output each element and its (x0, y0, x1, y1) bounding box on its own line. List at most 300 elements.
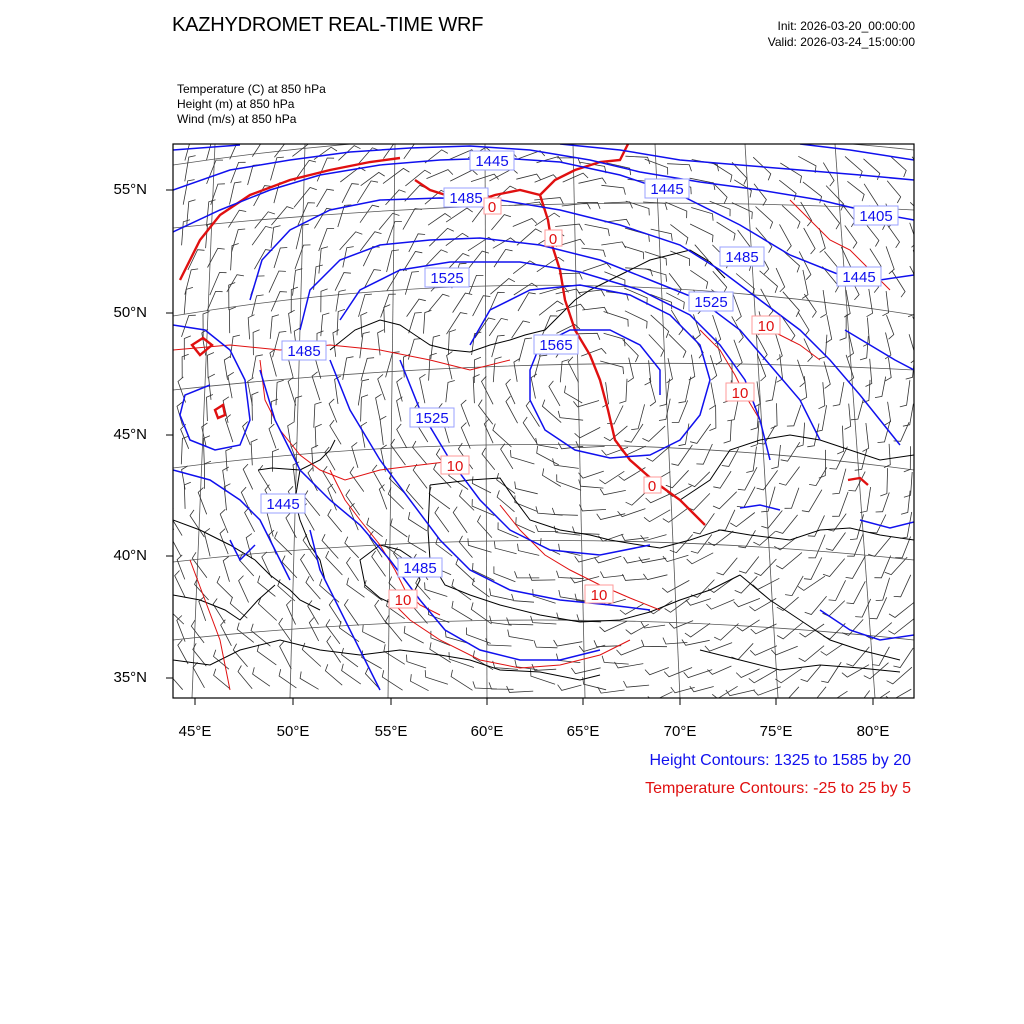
wind-barb (756, 207, 773, 229)
wind-barb (367, 518, 383, 537)
wind-barb (845, 226, 857, 249)
wind-barb (900, 380, 910, 407)
wind-barb (469, 275, 483, 294)
wind-barb (754, 559, 776, 576)
wind-barb (223, 467, 229, 492)
wind-barb (552, 508, 578, 515)
wind-barb (738, 530, 755, 548)
wind-barb (436, 537, 452, 556)
wind-barb (461, 423, 470, 449)
wind-barb (456, 558, 475, 582)
wind-barb (543, 468, 561, 486)
wind-barb (785, 488, 799, 509)
wind-barb (624, 246, 644, 259)
wind-barb (361, 395, 368, 422)
wind-barb (409, 313, 422, 334)
wind-barb (888, 619, 914, 634)
wind-barb (665, 599, 690, 613)
svg-text:1485: 1485 (287, 343, 321, 360)
wind-barb (515, 482, 538, 494)
wind-barb (846, 355, 854, 382)
wind-barb (802, 270, 808, 299)
init-time: Init: 2026-03-20_00:00:00 (777, 19, 915, 33)
wind-barb (732, 316, 744, 342)
wind-barb (824, 623, 846, 639)
wind-barb (685, 623, 710, 637)
wind-barb (819, 450, 826, 478)
wind-barb (468, 538, 492, 552)
wind-barb (667, 164, 691, 172)
wind-barb (710, 355, 716, 380)
wind-barb (317, 189, 334, 207)
wind-barb (287, 600, 296, 625)
wind-barb (757, 426, 775, 445)
wind-barb (361, 172, 385, 185)
wind-barb (397, 424, 407, 448)
wind-barb (866, 224, 879, 247)
wind-barb (709, 382, 715, 409)
wind-barb (558, 411, 583, 420)
wind-barb (785, 576, 803, 596)
wind-barb (185, 156, 196, 182)
wind-barb (604, 312, 629, 327)
wind-barb (909, 334, 916, 363)
wind-barb (320, 579, 340, 603)
wind-barb (626, 624, 649, 634)
wind-barb (314, 147, 337, 159)
wind-barb (289, 310, 295, 333)
wind-barb (489, 318, 508, 336)
wind-barb (403, 209, 422, 230)
wind-barb (169, 508, 182, 535)
svg-text:10: 10 (757, 318, 775, 335)
wind-barb (705, 643, 732, 652)
wind-barb (225, 415, 233, 443)
wind-barb (279, 669, 296, 688)
wind-barb (730, 513, 755, 527)
wind-barb (903, 404, 914, 427)
wind-barb (269, 424, 276, 448)
wind-barb (804, 687, 827, 707)
height-label (837, 267, 881, 286)
temperature-label (726, 383, 754, 402)
wind-barb (190, 510, 204, 537)
wind-barb (579, 178, 607, 184)
wind-barb (684, 670, 713, 678)
wind-barb (336, 290, 346, 312)
wind-barb (177, 616, 185, 642)
wind-barb (851, 400, 863, 420)
wind-barb (203, 312, 210, 339)
wind-barb (664, 668, 692, 677)
wind-barb (387, 250, 399, 272)
wind-barb (739, 557, 759, 574)
wind-barb (309, 618, 318, 642)
wind-barb (624, 681, 650, 687)
svg-text:0: 0 (647, 478, 657, 495)
wind-barb (734, 340, 742, 367)
wind-barb (910, 266, 922, 294)
wind-barb (252, 392, 259, 421)
lat-label: 40°N (113, 547, 147, 564)
wind-barb (536, 506, 563, 515)
wind-barb (889, 602, 914, 617)
wind-barb (220, 529, 228, 554)
wind-barb (345, 537, 359, 558)
wind-barb (258, 597, 276, 620)
wind-barb (364, 270, 381, 289)
wind-barb (845, 404, 851, 430)
wind-barb (408, 535, 426, 553)
wind-barb (227, 275, 244, 292)
wind-barb (754, 184, 766, 206)
wind-barb (914, 183, 923, 210)
wind-barb (666, 470, 689, 488)
wind-barb (329, 399, 337, 423)
country-borders (173, 250, 914, 680)
wind-barb (343, 357, 354, 380)
wind-barb (706, 600, 734, 610)
wind-barb (885, 358, 891, 381)
wind-barb (322, 534, 338, 558)
wind-barb (321, 313, 330, 336)
wind-barb (615, 662, 644, 668)
wind-barb (482, 376, 494, 404)
wind-barb (280, 641, 292, 669)
wind-barb (643, 574, 667, 580)
wind-barb (537, 446, 559, 465)
lon-label: 75°E (759, 723, 793, 740)
wind-barb (885, 557, 908, 575)
wind-barb (568, 357, 578, 383)
wind-barb (780, 163, 801, 183)
wind-barb (867, 289, 873, 317)
wind-barb (243, 422, 251, 446)
wind-barb (407, 655, 427, 668)
wind-barb (582, 307, 607, 313)
wind-barb (380, 416, 386, 445)
wind-barb (847, 534, 863, 557)
wind-barb (231, 162, 246, 183)
wind-barb (428, 294, 449, 312)
wind-barb (690, 686, 714, 692)
wind-barb (435, 507, 449, 532)
wind-barb (714, 624, 738, 641)
wind-barb (429, 353, 437, 380)
wind-barb (600, 489, 626, 495)
wind-barb (427, 170, 453, 179)
wind-barb (559, 544, 581, 556)
svg-text:1445: 1445 (842, 269, 876, 286)
wind-barb (771, 445, 780, 469)
wind-barb (904, 472, 912, 497)
svg-text:1525: 1525 (430, 270, 464, 287)
temperature-label (389, 590, 417, 609)
wind-barb (446, 208, 473, 222)
svg-text:0: 0 (548, 231, 558, 248)
wind-barb (600, 621, 628, 632)
wind-barb (308, 601, 319, 625)
wind-barb (232, 229, 246, 252)
height-label (854, 206, 898, 225)
wind-barb (751, 624, 777, 634)
height-contours (173, 144, 914, 690)
wind-barb (314, 208, 333, 228)
wind-barb (447, 313, 468, 335)
wind-barb (670, 251, 689, 266)
wind-barb (776, 515, 798, 534)
wind-barb (321, 289, 328, 312)
wind-barb (274, 139, 295, 157)
wind-barb (801, 376, 807, 400)
wind-barb (866, 359, 872, 387)
wind-barb (733, 294, 741, 321)
wind-barb (386, 615, 403, 641)
wind-barb (425, 582, 448, 596)
field-height-label: Height (m) at 850 hPa (177, 97, 295, 111)
wind-barb (594, 556, 621, 563)
wind-barb (429, 228, 454, 246)
wind-barb (428, 608, 449, 623)
wind-barb (583, 263, 611, 271)
wind-barb (659, 399, 670, 421)
wind-barb (330, 420, 341, 444)
wind-barb (690, 224, 713, 242)
wind-barb (753, 157, 771, 180)
wind-barb (516, 174, 540, 180)
wind-barb (288, 377, 296, 405)
wind-barb (539, 301, 563, 315)
svg-text:1485: 1485 (449, 190, 483, 207)
wind-barb (515, 571, 540, 578)
wind-barb (175, 571, 186, 598)
wind-barb (360, 205, 379, 223)
wind-barb (868, 537, 891, 557)
wind-barb (192, 552, 207, 578)
wind-barb (352, 442, 358, 468)
wind-barb (207, 291, 223, 311)
wind-barb (350, 467, 364, 492)
wind-barb (679, 377, 691, 403)
wind-barb (644, 510, 670, 522)
height-label (261, 494, 305, 513)
wind-barb (319, 247, 328, 274)
wind-barb (493, 424, 512, 447)
wind-barb (276, 380, 284, 405)
wind-barb (315, 424, 322, 447)
wind-barb (669, 621, 693, 629)
wind-barb (361, 358, 374, 381)
wind-barb (239, 576, 249, 603)
wind-barb (506, 396, 518, 423)
wind-barb (724, 420, 732, 443)
svg-text:1485: 1485 (725, 249, 759, 266)
wind-barb (323, 466, 336, 493)
wind-barb (312, 372, 320, 401)
wind-barb (507, 618, 534, 625)
wind-barb (512, 594, 534, 602)
wind-barb (846, 556, 866, 578)
wind-barb (750, 646, 777, 656)
wind-barb (413, 441, 428, 465)
wind-barb (624, 424, 643, 442)
lat-label: 50°N (113, 304, 147, 321)
wind-barb (490, 279, 515, 295)
wind-barb (491, 215, 511, 230)
wind-barb (490, 292, 505, 311)
wind-barb (252, 295, 264, 316)
wind-barb (801, 666, 821, 682)
wind-barb (494, 566, 516, 581)
wind-barb (766, 377, 777, 402)
field-wind-label: Wind (m/s) at 850 hPa (177, 112, 297, 126)
wind-barb (819, 382, 825, 409)
height-label (398, 558, 442, 577)
wind-barb (798, 312, 809, 336)
wind-barb (663, 508, 688, 522)
wind-barb (713, 471, 731, 488)
wind-barb (372, 551, 386, 577)
wind-barb (736, 669, 759, 678)
wind-barb (760, 271, 778, 293)
wind-barb (304, 491, 320, 516)
wind-barb (618, 509, 646, 517)
wind-barb (847, 581, 866, 603)
wind-barb (663, 638, 688, 644)
wind-barb (409, 234, 425, 252)
svg-text:1445: 1445 (650, 181, 684, 198)
wind-barb (601, 242, 625, 248)
wind-barb (258, 576, 276, 597)
wind-barb (597, 514, 626, 520)
wind-barb (622, 574, 645, 580)
wind-barb (669, 334, 686, 357)
wind-barb (761, 511, 782, 529)
wind-barb (325, 664, 342, 685)
wind-barb (270, 349, 277, 377)
wind-barb (645, 668, 669, 675)
lon-label: 70°E (663, 723, 697, 740)
height-label (470, 151, 514, 170)
wind-barb (274, 248, 287, 269)
wind-barb (891, 157, 906, 177)
wind-barb (339, 621, 359, 642)
wind-barb (492, 335, 505, 357)
wind-barb (346, 490, 360, 516)
wind-barb (649, 335, 664, 357)
wind-barb (585, 224, 610, 236)
wind-barb (168, 603, 183, 624)
svg-text:1525: 1525 (694, 294, 728, 311)
wind-barb (429, 487, 450, 509)
lat-label: 45°N (113, 426, 147, 443)
wind-barb (248, 315, 254, 340)
wind-barb (775, 332, 782, 360)
wind-barb (228, 210, 246, 227)
wind-barb (384, 305, 390, 333)
wind-barb (829, 447, 847, 469)
wind-barb (486, 638, 512, 646)
temperature-contour-info: Temperature Contours: -25 to 25 by 5 (645, 780, 911, 797)
wind-barb (489, 682, 514, 689)
wind-barb (892, 271, 905, 297)
wind-barb (617, 646, 644, 655)
wind-barb (850, 514, 864, 539)
wind-barb (713, 492, 737, 509)
wind-barb (693, 314, 700, 339)
svg-text:10: 10 (446, 458, 464, 475)
wind-barb (625, 156, 649, 164)
wind-barb (251, 439, 257, 465)
wind-barb (734, 598, 760, 606)
wind-barb (670, 224, 688, 244)
wind-barb (182, 220, 190, 246)
wind-barb (735, 576, 758, 593)
wind-barb (875, 377, 886, 398)
wind-barb (360, 332, 370, 358)
wind-barb (804, 228, 815, 254)
wind-barb (204, 461, 211, 489)
wind-barb (713, 163, 732, 182)
wind-barb (257, 645, 276, 665)
wind-barb (512, 321, 530, 338)
wind-barb (823, 559, 845, 577)
wind-barb (556, 304, 585, 311)
wind-barb (832, 469, 846, 494)
wind-barb (169, 529, 181, 557)
wind-barb (713, 271, 727, 293)
wind-barb (880, 468, 887, 496)
wind-barb (775, 669, 801, 683)
wind-barb (732, 643, 754, 659)
wind-barb (375, 600, 387, 624)
wind-barb (904, 446, 911, 472)
lat-label: 55°N (113, 181, 147, 198)
wind-barb (424, 310, 432, 333)
wind-barb (376, 394, 382, 420)
wind-barb (781, 442, 800, 461)
wind-barb (450, 170, 477, 181)
wind-barb (579, 480, 604, 489)
wind-barb (884, 444, 890, 468)
wind-barb (291, 287, 298, 313)
height-label (534, 335, 578, 354)
wind-barb (872, 647, 889, 666)
height-label (689, 292, 733, 311)
wind-barb (270, 315, 279, 339)
wind-barb (863, 423, 869, 452)
svg-text:1445: 1445 (475, 153, 509, 170)
wind-barb (207, 395, 213, 422)
wind-barb (781, 316, 795, 341)
wind-barb (510, 450, 534, 464)
wind-barb (718, 510, 735, 531)
wind-barb (185, 269, 198, 295)
wind-barb (342, 648, 358, 667)
wind-barb (529, 574, 555, 581)
wind-barb (663, 555, 689, 561)
wind-barb (757, 470, 778, 490)
wind-barb (531, 374, 537, 399)
height-contour-info: Height Contours: 1325 to 1585 by 20 (649, 752, 911, 769)
wind-barb (451, 670, 472, 691)
wind-barb (808, 535, 825, 558)
wind-barb (514, 359, 520, 382)
wind-barb (798, 360, 806, 387)
wind-barb (601, 185, 625, 194)
temperature-label (752, 316, 780, 335)
wind-barb (687, 553, 714, 564)
